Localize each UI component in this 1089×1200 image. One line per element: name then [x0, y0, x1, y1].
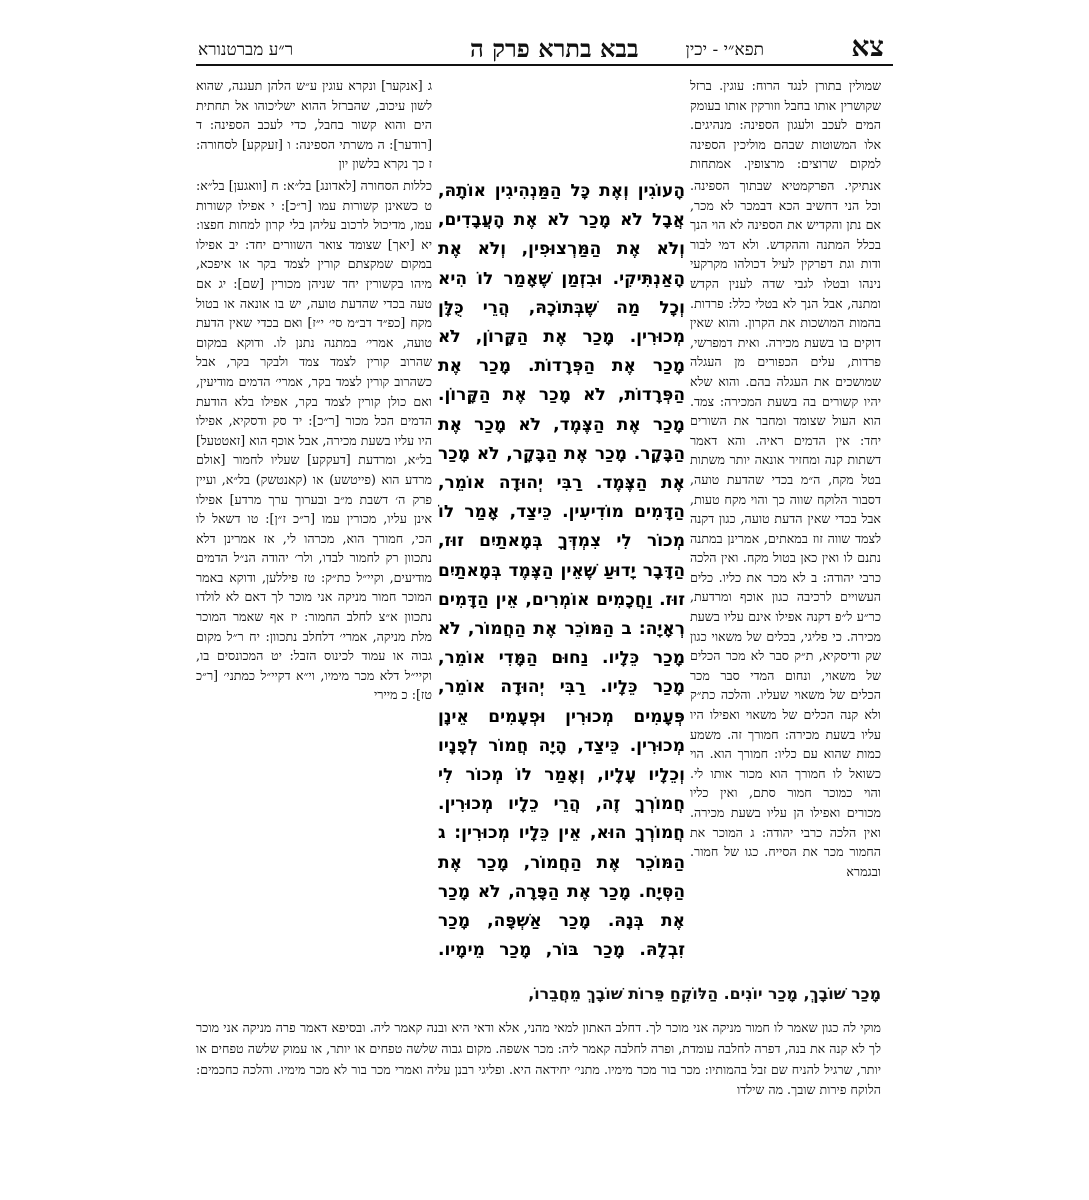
running-head-range: תפא״י - יכין — [685, 40, 764, 60]
tractate-chapter-title: בבא בתרא פרק ה — [470, 34, 639, 63]
commentary-name: ר״ע מברטנורא — [198, 40, 294, 60]
tiferet-yisrael-column: כללות הסחורה [לאדונג] בל״א: ח [וואגען] בל״א: ט כשאינן קשורות עמו [ר״כ]: י אפילו קשורות עמו, מדיכול לרכוב עליהן בלי קרון למחות חפצו: יא [יאך] שצומד צואר השוורים יחד: יב אפילו במקום שמקצתם קורין לצמד בקר או איפכא, מיהו בקשורין יחד שניהן מכורין [שם]: יג אם טעה בכדי שהדעת טועה, יש בו אונאה או בטול מקח [כפ״ד דב״מ סי׳ י״ז] ואם בכדי שאין הדעת טועה, אמרי׳ במתנה נתנן לו. ודוקא במקום שהרוב קורין לצמד צמד ולבקר בקר, אבל כשהרוב קורין לצמד בקר, אמרי׳ הדמים מודיעין, ואם כולן קורין לצמד בקר, אפילו בלא הודעת הדמים הכל מכור [ר״כ]: יד סק ודסקיא, אפילו היו עליו בשעת מכירה, אבל אוכף הוא [זאטטעל] בל״א, ומרדעת [דעקקע] שעליו לחמור [אולם מרדע הוא (פייטשע) או (קאנטשק) בל״א, ועיין פרק ה׳ דשבת מ״ב ובערוך ערך מרדע] אפילו אינן עליו, מכורין עמו [ר״כ ז״ן]: טו דשאל לו הכי, חמורך הוא, מכרהו לי, אז אמרינן דלא נתכוון רק לחמור לבדו, ולר׳ יהודה הנ״ל הדמים מודיעים, וקיי״ל כת״ק: טז פיללען, ודוקא באמר המוכר חמור מניקה אני מוכר לך דאם לא לולדו נתכוון א״צ לחלב החמור: יז אף שאמר המוכר מלת מניקה, אמרי׳ דלחלב נתכוון: יח ר״ל מקום גבוה או עמוד לכינוס הזבל: יט המכונסים בו, וקיי״ל דלא מכר מימיו, וי״א דקיי״ל כמתני׳ [ר״כ טז]: כ מיירי — [196, 178, 432, 703]
bartenura-top-text: שמולין בתורן לנגד הרוח: עוגין. ברזל שקושרין אותו בחבל וזורקין אותו בעומק המים לעכב ולעגון הספינה: מנהיגים. אלו המשוטות שבהם מוליכין הספינה למקום שרוצים: מרצופין. אמתחות — [690, 78, 881, 172]
mishnah-last-line: מָכַר שׁוֹבָךְ, מָכַר יוֹנִים. הַלּוֹקֵחַ פֵּרוֹת שׁוֹבָךְ מֵחֲבֵרוֹ, — [528, 984, 881, 1003]
tiferet-top-text: ג [אנקער] ונקרא עוגין ע״ש הלהן תעגנה, שהוא לשון עיכוב, שהברזל ההוא ישליכוהו אל תחתית הים והוא קשור בחבל, כדי לעכב הספינה: ד [רודער]: ה משרתי הספינה: ו [זעקקע] לסחורה: ז כך נקרא בלשון יון — [196, 78, 432, 172]
page-number: צא — [851, 30, 884, 63]
bartenura-column: אנתיקי. הפרקמטיא שבתוך הספינה. וכל הני דחשיב הכא דבמכר לא מכר, אם נתן והקדיש את הספינה לא הוי הנך בכלל המתנה וההקדש. ולא דמי לבור ודות וגת דפרקין לעיל דכולהו מקרקעי נינהו ובטלו לגבי שדה לענין הקדש ומתנה, אבל הנך לא בטלי כלל: פרדות. בהמות המושכות את הקרון. והוא שאין דוקים בו בשעת מכירה. ואית דמפרשי, פרדות, עלים הכפורים מן העגלה שמושכים את העגלה בהם. והוא שלא יהיו קשורים בה בשעת המכירה: צמד. הוא העול שצומד ומחבר את השורים יחד: אין הדמים ראיה. והא דאמר דשתות קנה ומחזיר אונאה יותר משתות בטל מקח, ה״מ בכדי שהדעת טועה, דסבור הלוקח שווה כך והוי מקח טעות, אבל בכדי שאין הדעת טועה, כגון דקנה לצמד שווה זוז במאתים, אמרינן במתנה נתנם לו ואין כאן בטול מקח. ואין הלכה כרבי יהודה: ב לא מכר את כליו. כלים העשויים לרכיבה כגון אוכף ומרדעת, כר״ע ל״פ דקנה אפילו אינם עליו בשעת מכירה. כי פליגי, בכלים של משאוי כגון שק ודיסקיא, ת״ק סבר לא מכר הכלים של משאוי, ונחום המדי סבר מכר הכלים של משאוי שעליו. והלכה כת״ק ולא קנה הכלים של משאוי ואפילו היו עליו בשעת מכירה: חמורך זה. משמע כמות שהוא עם כליו: חמורך הוא. הוי כשואל לו חמורך הוא מכור אותו לי. והוי כמוכר חמור סתם, ואין כליו מכורים ואפילו הן עליו בשעת מכירה. ואין הלכה כרבי יהודה: ג המוכר את החמור מכר את הסייח. כגו של חמור. ובגמרא — [690, 178, 881, 879]
header-rule — [196, 64, 893, 66]
mishnah-text: הָעוֹגִין וְאֶת כָּל הַמַּנְהִיגִין אוֹתָהּ, אֲבָל לֹא מָכַר לֹא אֶת הָעֲבָדִים, וְלֹא אֶת הַמַּרְצוּפִין, וְלֹא אֶת הָאַנְתִּיקִי. וּבִזְמַן שֶׁאָמַר לוֹ הִיא וְכָל מַה שֶּׁבְּתוֹכָהּ, הֲרֵי כֻּלָּן מְכוּרִין. מָכַר אֶת הַקָּרוֹן, לֹא מָכַר אֶת הַפְּרָדוֹת. מָכַר אֶת הַפְּרָדוֹת, לֹא מָכַר אֶת הַקָּרוֹן. מָכַר אֶת הַצֶּמֶד, לֹא מָכַר אֶת הַבָּקָר. מָכַר אֶת הַבָּקָר, לֹא מָכַר אֶת הַצֶּמֶד. רַבִּי יְהוּדָה אוֹמֵר, הַדָּמִים מוֹדִיעִין. כֵּיצַד, אָמַר לוֹ מְכוֹר לִי צִמְדְּךָ בְּמָאתַיִם זוּז, הַדָּבָר יָדוּעַ שֶׁאֵין הַצֶּמֶד בְּמָאתַיִם זוּז. וַחֲכָמִים אוֹמְרִים, אֵין הַדָּמִים רְאָיָה: ב הַמּוֹכֵר אֶת הַחֲמוֹר, לֹא מָכַר כֵּלָיו. נַחוּם הַמָּדִי אוֹמֵר, מָכַר כֵּלָיו. רַבִּי יְהוּדָה אוֹמֵר, פְּעָמִים מְכוּרִין וּפְעָמִים אֵינָן מְכוּרִין. כֵּיצַד, הָיָה חֲמוֹר לְפָנָיו וְכֵלָיו עָלָיו, וְאָמַר לוֹ מְכוֹר לִי חֲמוֹרְךָ זֶה, הֲרֵי כֵלָיו מְכוּרִין. חֲמוֹרְךָ הוּא, אֵין כֵּלָיו מְכוּרִין: ג הַמּוֹכֵר אֶת הַחֲמוֹר, מָכַר אֶת הַסְּיָח. מָכַר אֶת הַפָּרָה, לֹא מָכַר אֶת בְּנָהּ. מָכַר אַשְׁפָּה, מָכַר זִבְלָהּ. מָכַר בּוֹר, מָכַר מֵימָיו. — [438, 181, 685, 961]
bartenura-bottom-text: מוקי לה כגון שאמר לו חמור מניקה אני מוכר לך. דחלב האתון למאי מהני, אלא ודאי היא ובנה קאמר ליה. ובסיפא דאמר פרה מניקה אני מוכר לך לא קנה את בנה, דפרה לחלבה עומדת, ופרה לחלבה קאמר ליה: מכר אשפה. מקום גבוה שלשה טפחים או יותר, או עמוק שלשה טפחים או יותר, שרגיל להניח שם זבל בהמותיו: מכר בור מכר מימיו. מתני׳ יחידאה היא. ופליגי רבנן עליה ואמרי מכר בור לא מכר מימיו. והלכה כחכמים: הלוקח פירות שובך. מה שילדו — [196, 1020, 881, 1098]
